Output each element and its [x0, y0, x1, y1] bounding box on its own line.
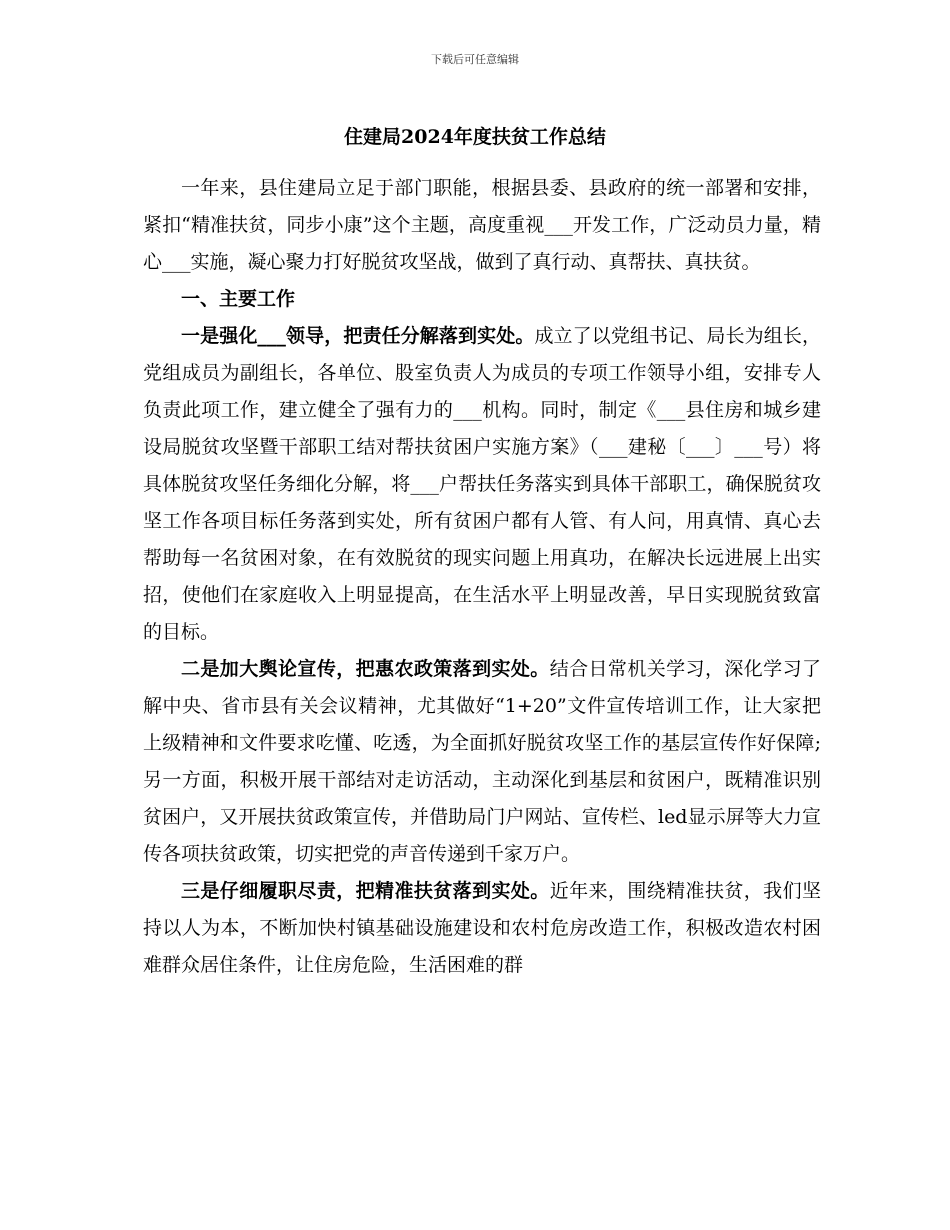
paragraph-text: 成立了以党组书记、局长为组长，党组成员为副组长，各单位、股室负责人为成员的专项工作领导小组，安排专人负责此项工作，建立健全了强有力的___机构。同时，制定《___县住房和城乡建设局脱贫攻坚暨干部职工结对帮扶贫困户实施方案》（___建秘〔___〕___号）将具体脱贫攻坚任务细化分解，将___户帮扶任务落实到具体干部职工，确保脱贫攻坚工作各项目标任务落到实处，所有贫困户都有人管、有人问，用真情、真心去帮助每一名贫困对象，在有效脱贫的现实问题上用真功，在解决长远进展上出实招，使他们在家庭收入上明显提高，在生活水平上明显改善，早日实现脱贫致富的目标。	[143, 325, 821, 643]
paragraph-point-1	[143, 318, 821, 651]
paragraph-point-3	[143, 873, 821, 984]
page-header-note: 下载后可任意编辑	[431, 53, 519, 66]
paragraph-point-2	[143, 651, 821, 873]
document-title: 住建局2024年度扶贫工作总结	[344, 126, 606, 148]
section-heading-main-work	[143, 281, 821, 318]
paragraph-intro	[143, 170, 821, 281]
paragraph-lead: 三是仔细履职尽责，把精准扶贫落到实处。	[181, 880, 550, 902]
paragraph-text: 一年来，县住建局立足于部门职能，根据县委、县政府的统一部署和安排，紧扣“精准扶贫，同步小康”这个主题，高度重视___开发工作，广泛动员力量，精心___实施，凝心聚力打好脱贫攻坚战，做到了真行动、真帮扶、真扶贫。	[143, 177, 821, 273]
paragraph-text: 结合日常机关学习，深化学习了解中央、省市县有关会议精神，尤其做好“1+20”文件宣传培训工作，让大家把上级精神和文件要求吃懂、吃透，为全面抓好脱贫攻坚工作的基层宣传作好保障;另一方面，积极开展干部结对走访活动，主动深化到基层和贫困户，既精准识别贫困户，又开展扶贫政策宣传，并借助局门户网站、宣传栏、led显示屏等大力宣传各项扶贫政策，切实把党的声音传递到千家万户。	[143, 658, 821, 865]
paragraph-lead: 一、主要工作	[181, 288, 296, 310]
paragraph-text: 近年来，围绕精准扶贫，我们坚持以人为本，不断加快村镇基础设施建设和农村危房改造工作，积极改造农村困难群众居住条件，让住房危险，生活困难的群	[143, 880, 821, 976]
paragraph-lead: 一是强化___领导，把责任分解落到实处。	[181, 325, 535, 347]
document-body	[143, 170, 821, 984]
paragraph-lead: 二是加大舆论宣传，把惠农政策落到实处。	[181, 658, 550, 680]
